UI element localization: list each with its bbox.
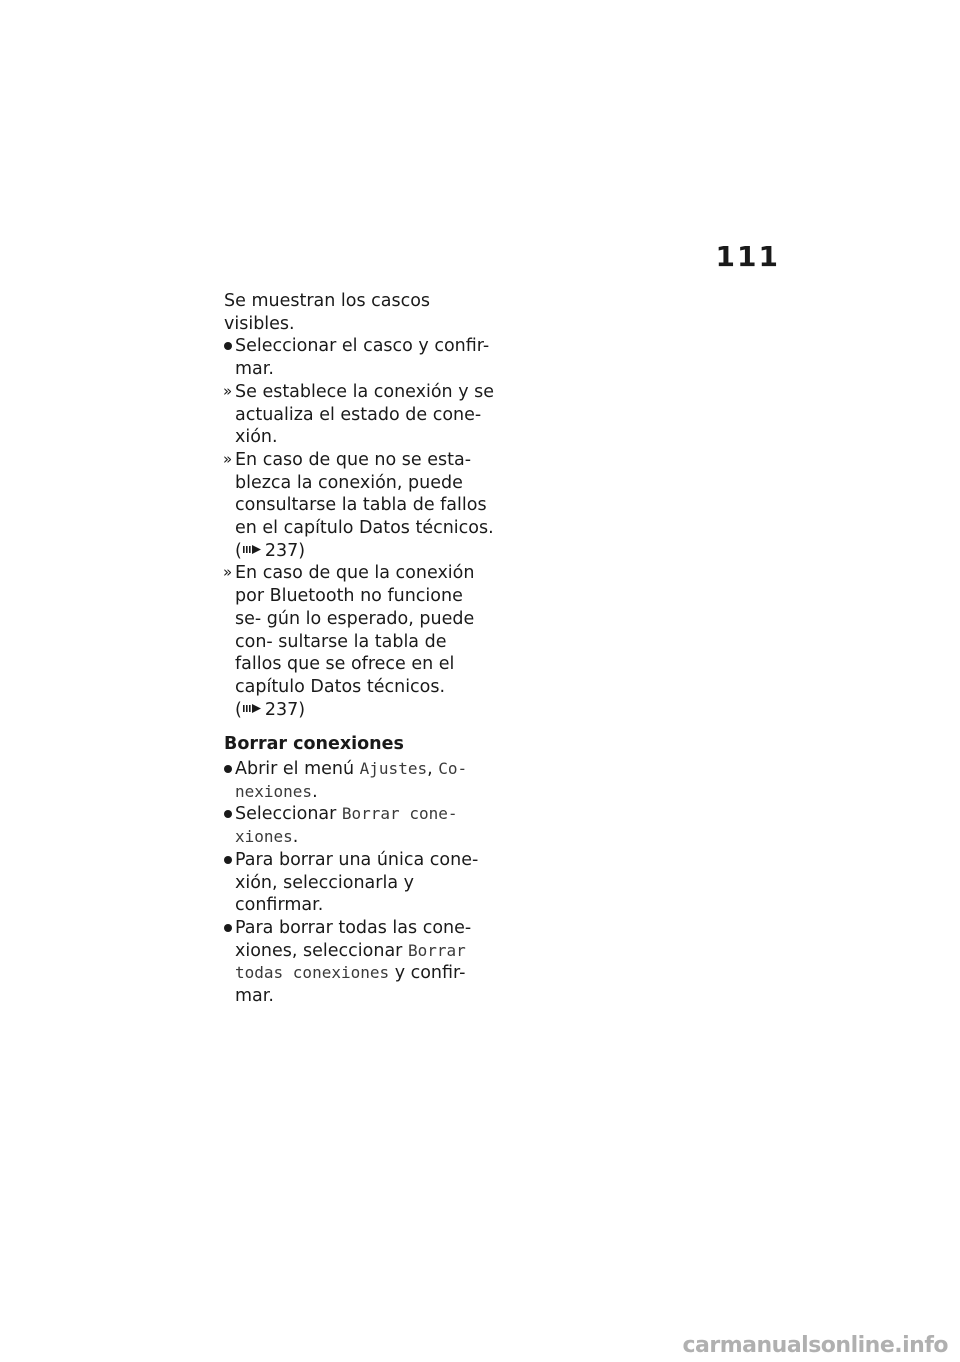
- list-item-text: Seleccionar: [235, 804, 342, 825]
- list-item-result: [224, 449, 494, 563]
- list-item-bullet: [224, 917, 494, 1008]
- bullet-dot-icon: [224, 765, 232, 773]
- watermark-footer: carmanualsonline.info: [682, 1333, 948, 1358]
- punctuation: .: [292, 827, 299, 848]
- separator-text: ,: [427, 759, 439, 780]
- list-item-result: [224, 381, 494, 449]
- ref-page: 237: [264, 540, 299, 561]
- ref-close: ): [298, 540, 306, 561]
- page-reference-link[interactable]: [235, 541, 305, 561]
- ref-open: (: [235, 699, 242, 720]
- menu-path-conexiones: Co- nexiones: [235, 759, 468, 801]
- list-item-bullet: [224, 758, 494, 803]
- result-arrow-icon: »: [223, 563, 233, 582]
- intro-text: Se muestran los cascos visibles.: [224, 291, 431, 334]
- list-item-bullet: [224, 803, 494, 848]
- bullet-dot-icon: [224, 856, 232, 864]
- result-arrow-icon: »: [223, 449, 233, 468]
- list-item-text: En caso de que la conexión por Bluetooth no funcione se- gún lo esperado, puede con- sultarse la tabla de fallos que se ofrece en el capítulo Datos técnicos.: [235, 563, 475, 697]
- bullet-dot-icon: [224, 342, 232, 350]
- ref-page: 237: [264, 699, 299, 720]
- page-number: 111: [715, 240, 780, 273]
- section-heading: Borrar conexiones: [224, 734, 404, 755]
- ref-open: (: [235, 540, 242, 561]
- list-item-text-end: y confir- mar.: [235, 963, 466, 1007]
- bullet-dot-icon: [224, 924, 232, 932]
- menu-path-ajustes: Ajustes: [359, 759, 428, 779]
- list-item-text: Para borrar todas las cone- xiones, seleccionar: [235, 917, 472, 961]
- bullet-dot-icon: [224, 810, 232, 818]
- list-item-text: Abrir el menú: [235, 759, 360, 780]
- list-item-bullet: [224, 849, 494, 917]
- page-reference-arrow-icon: [243, 703, 263, 714]
- list-item-bullet: [224, 335, 494, 380]
- result-arrow-icon: »: [223, 381, 233, 400]
- page-reference-arrow-icon: [243, 544, 263, 555]
- list-item-text: En caso de que no se esta- blezca la conexión, puede consultarse la tabla de fallos en el capítulo Datos técnicos.: [235, 449, 494, 539]
- ref-close: ): [298, 699, 306, 720]
- list-item-text: Para borrar una única cone- xión, seleccionarla y confirmar.: [235, 849, 479, 916]
- menu-option-borrar-todas: Borrar todas conexiones: [235, 940, 466, 983]
- list-item-text: Se establece la conexión y se actualiza el estado de cone- xión.: [235, 381, 495, 448]
- menu-option-borrar-conexiones: Borrar cone- xiones: [235, 804, 458, 847]
- content-column: [224, 290, 494, 1008]
- punctuation: .: [312, 781, 318, 802]
- page-reference-link[interactable]: [235, 700, 305, 720]
- list-item-result: [224, 562, 494, 721]
- list-item-text: Seleccionar el casco y confir- mar.: [235, 336, 490, 380]
